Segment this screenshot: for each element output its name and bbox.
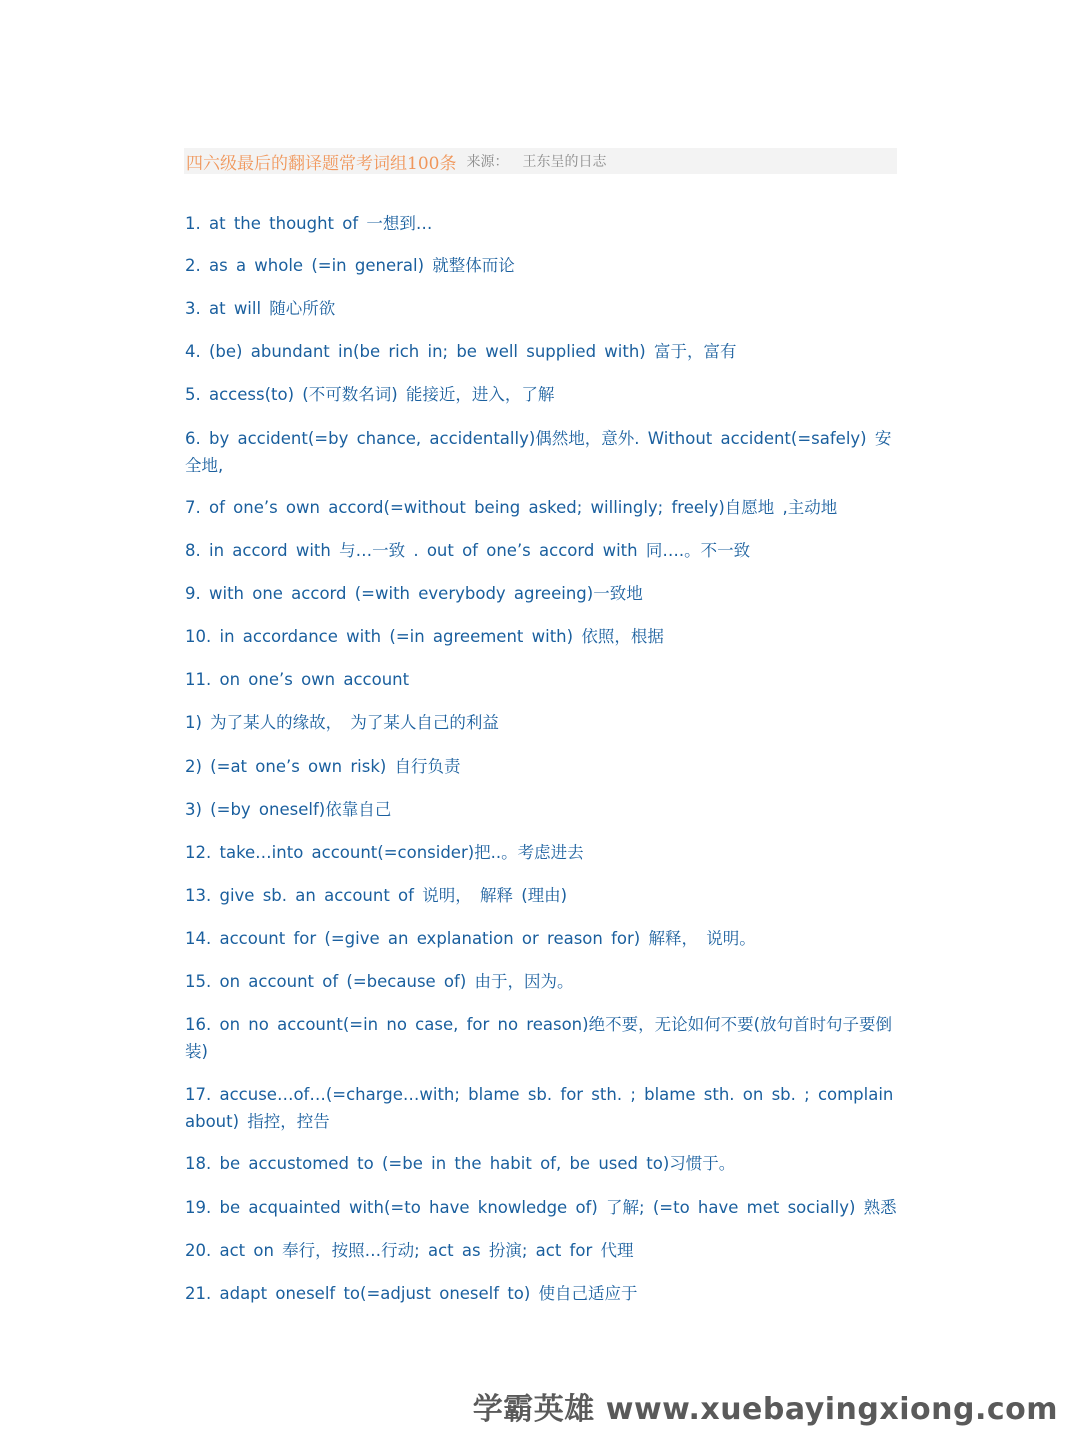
list-item: 1) 为了某人的缘故， 为了某人自己的利益: [185, 713, 499, 732]
list-item: 12. take…into account(=consider)把..。考虑进去: [185, 843, 584, 862]
list-item: 18. be accustomed to (=be in the habit of, be used to)习惯于。: [185, 1154, 736, 1173]
list-item: 14. account for (=give an explanation or reason for) 解释， 说明。: [185, 929, 756, 948]
list-item: 21. adapt oneself to(=adjust oneself to) 使自己适应于: [185, 1284, 638, 1303]
list-item: 13. give sb. an account of 说明， 解释 (理由): [185, 886, 568, 905]
list-item: 17. accuse…of…(=charge…with; blame sb. for sth. ; blame sth. on sb. ; complain about) 指控，控告: [185, 1085, 894, 1131]
list-item: 2) (=at one’s own risk) 自行负责: [185, 757, 461, 776]
list-item: 16. on no account(=in no case, for no reason)绝不要，无论如何不要(放句首时句子要倒装): [185, 1015, 893, 1061]
document-header: [184, 148, 897, 174]
list-item: 8. in accord with 与…一致 . out of one’s accord with 同….。不一致: [185, 541, 751, 560]
list-item: 19. be acquainted with(=to have knowledge of) 了解; (=to have met socially) 熟悉: [185, 1198, 897, 1217]
list-item: 5. access(to) (不可数名词) 能接近，进入，了解: [185, 385, 555, 404]
list-item: 4. (be) abundant in(be rich in; be well supplied with) 富于，富有: [185, 342, 737, 361]
document-title: 四六级最后的翻译题常考词组100条: [186, 153, 457, 174]
list-item: 20. act on 奉行，按照…行动; act as 扮演; act for 代理: [185, 1241, 634, 1260]
list-item: 7. of one’s own accord(=without being asked; willingly; freely)自愿地 ,主动地: [185, 498, 838, 517]
list-item: 3) (=by oneself)依靠自己: [185, 800, 392, 819]
list-item: 2. as a whole (=in general) 就整体而论: [185, 256, 515, 275]
list-item: 1. at the thought of 一想到…: [185, 214, 433, 233]
list-item: 3. at will 随心所欲: [185, 299, 336, 318]
list-item: 15. on account of (=because of) 由于，因为。: [185, 972, 574, 991]
list-item: 9. with one accord (=with everybody agreeing)一致地: [185, 584, 643, 603]
list-item: 10. in accordance with (=in agreement with) 依照，根据: [185, 627, 664, 646]
list-item: 6. by accident(=by chance, accidentally)偶然地，意外. Without accident(=safely) 安全地,: [185, 429, 892, 475]
source-label: 来源：: [466, 154, 509, 170]
watermark: 学霸英雄 www.xuebayingxiong.com: [472, 1392, 1058, 1427]
author-link[interactable]: 王东呈的日志: [522, 154, 607, 170]
list-item: 11. on one’s own account: [185, 670, 410, 689]
